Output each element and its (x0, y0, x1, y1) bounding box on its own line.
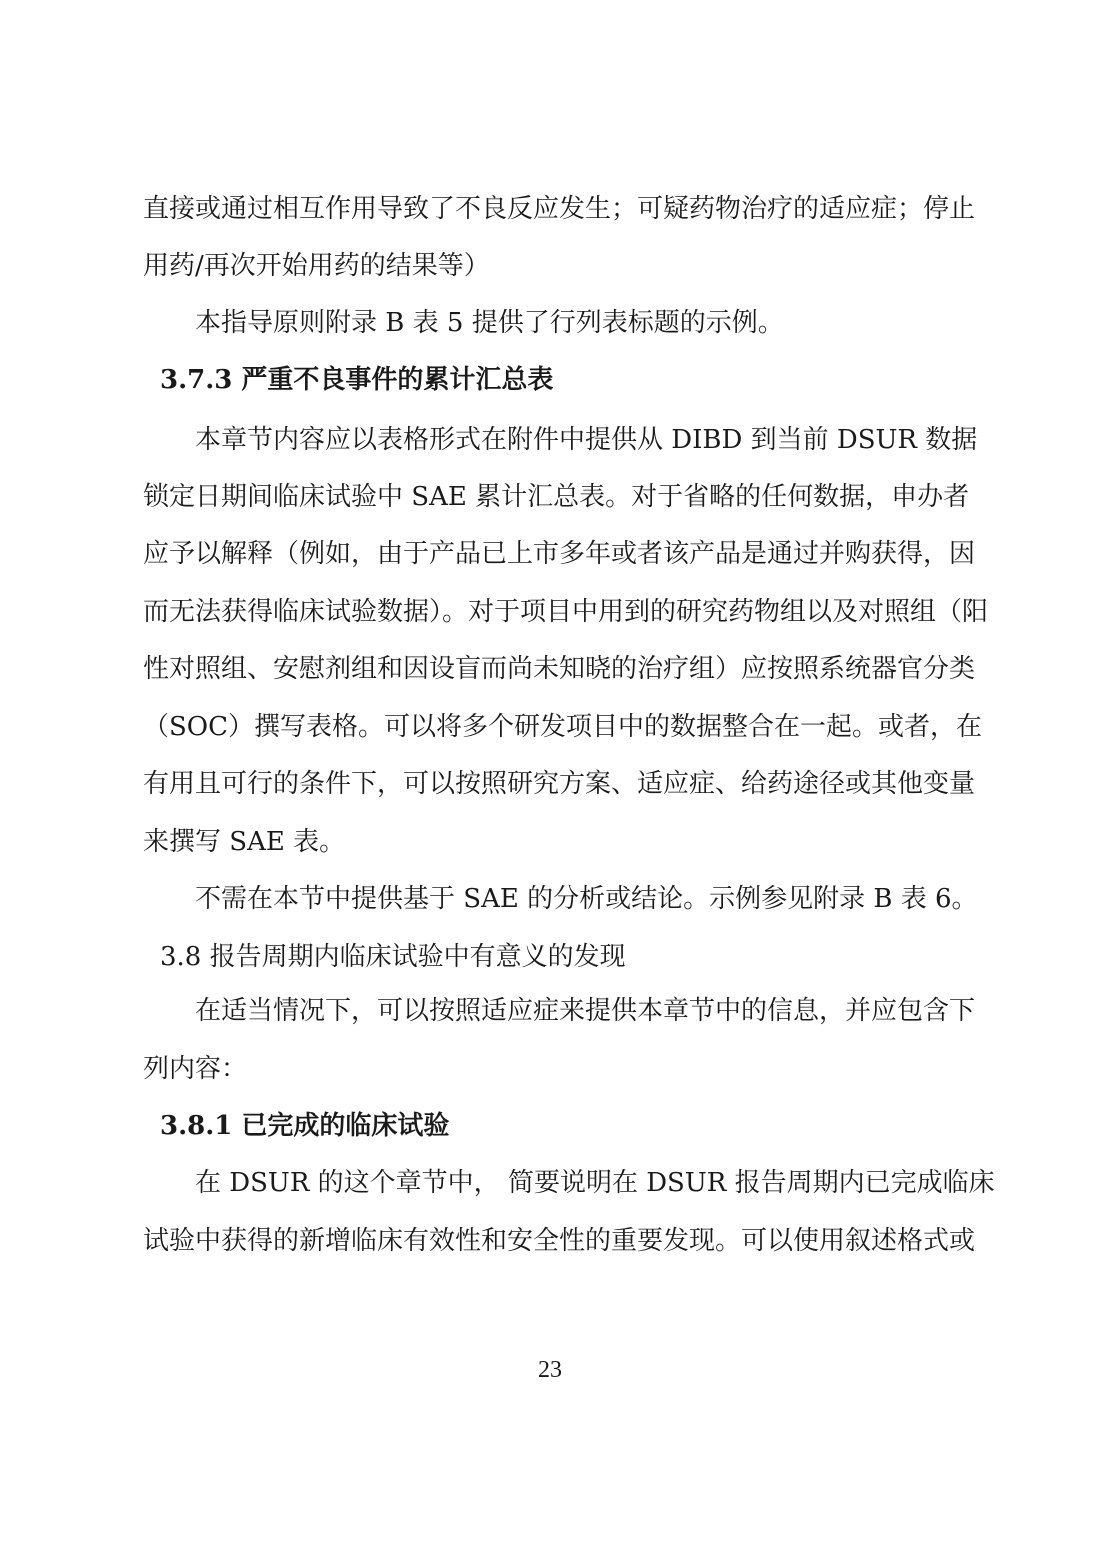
section-heading-3-8: 3.8 报告周期内临床试验中有意义的发现 (160, 942, 626, 972)
paragraph-line: 试验中获得的新增临床有效性和安全性的重要发现。可以使用叙述格式或 (143, 1226, 976, 1256)
paragraph-line: 有用且可行的条件下，可以按照研究方案、适应症、给药途径或其他变量 (143, 769, 976, 799)
paragraph-line: 在 DSUR 的这个章节中， 简要说明在 DSUR 报告周期内已完成临床 (195, 1168, 995, 1198)
paragraph-line: 而无法获得临床试验数据）。对于项目中用到的研究药物组以及对照组（阳 (143, 597, 989, 627)
paragraph-line: 不需在本节中提供基于 SAE 的分析或结论。示例参见附录 B 表 6。 (195, 884, 978, 914)
paragraph-line: 性对照组、安慰剂组和因设盲而尚未知晓的治疗组）应按照系统器官分类 (143, 654, 976, 684)
paragraph-line: 列内容： (143, 1054, 248, 1084)
paragraph-line: 本章节内容应以表格形式在附件中提供从 DIBD 到当前 DSUR 数据 (195, 425, 978, 455)
page-number: 23 (538, 1357, 562, 1383)
paragraph-line: 本指导原则附录 B 表 5 提供了行列表标题的示例。 (195, 308, 784, 338)
paragraph-line: 直接或通过相互作用导致了不良反应发生；可疑药物治疗的适应症；停止 (143, 194, 976, 224)
paragraph-line: 来撰写 SAE 表。 (143, 827, 346, 857)
paragraph-line: 锁定日期间临床试验中 SAE 累计汇总表。对于省略的任何数据，申办者 (143, 482, 970, 512)
paragraph-line: 用药/再次开始用药的结果等） (143, 251, 490, 281)
section-heading-3-8-1: 3.8.1 已完成的临床试验 (160, 1111, 450, 1141)
paragraph-line: 在适当情况下，可以按照适应症来提供本章节中的信息，并应包含下 (195, 996, 976, 1026)
paragraph-line: （SOC）撰写表格。可以将多个研发项目中的数据整合在一起。或者，在 (143, 712, 983, 742)
paragraph-line: 应予以解释（例如，由于产品已上市多年或者该产品是通过并购获得，因 (143, 539, 976, 569)
section-heading-3-7-3: 3.7.3 严重不良事件的累计汇总表 (160, 365, 554, 395)
